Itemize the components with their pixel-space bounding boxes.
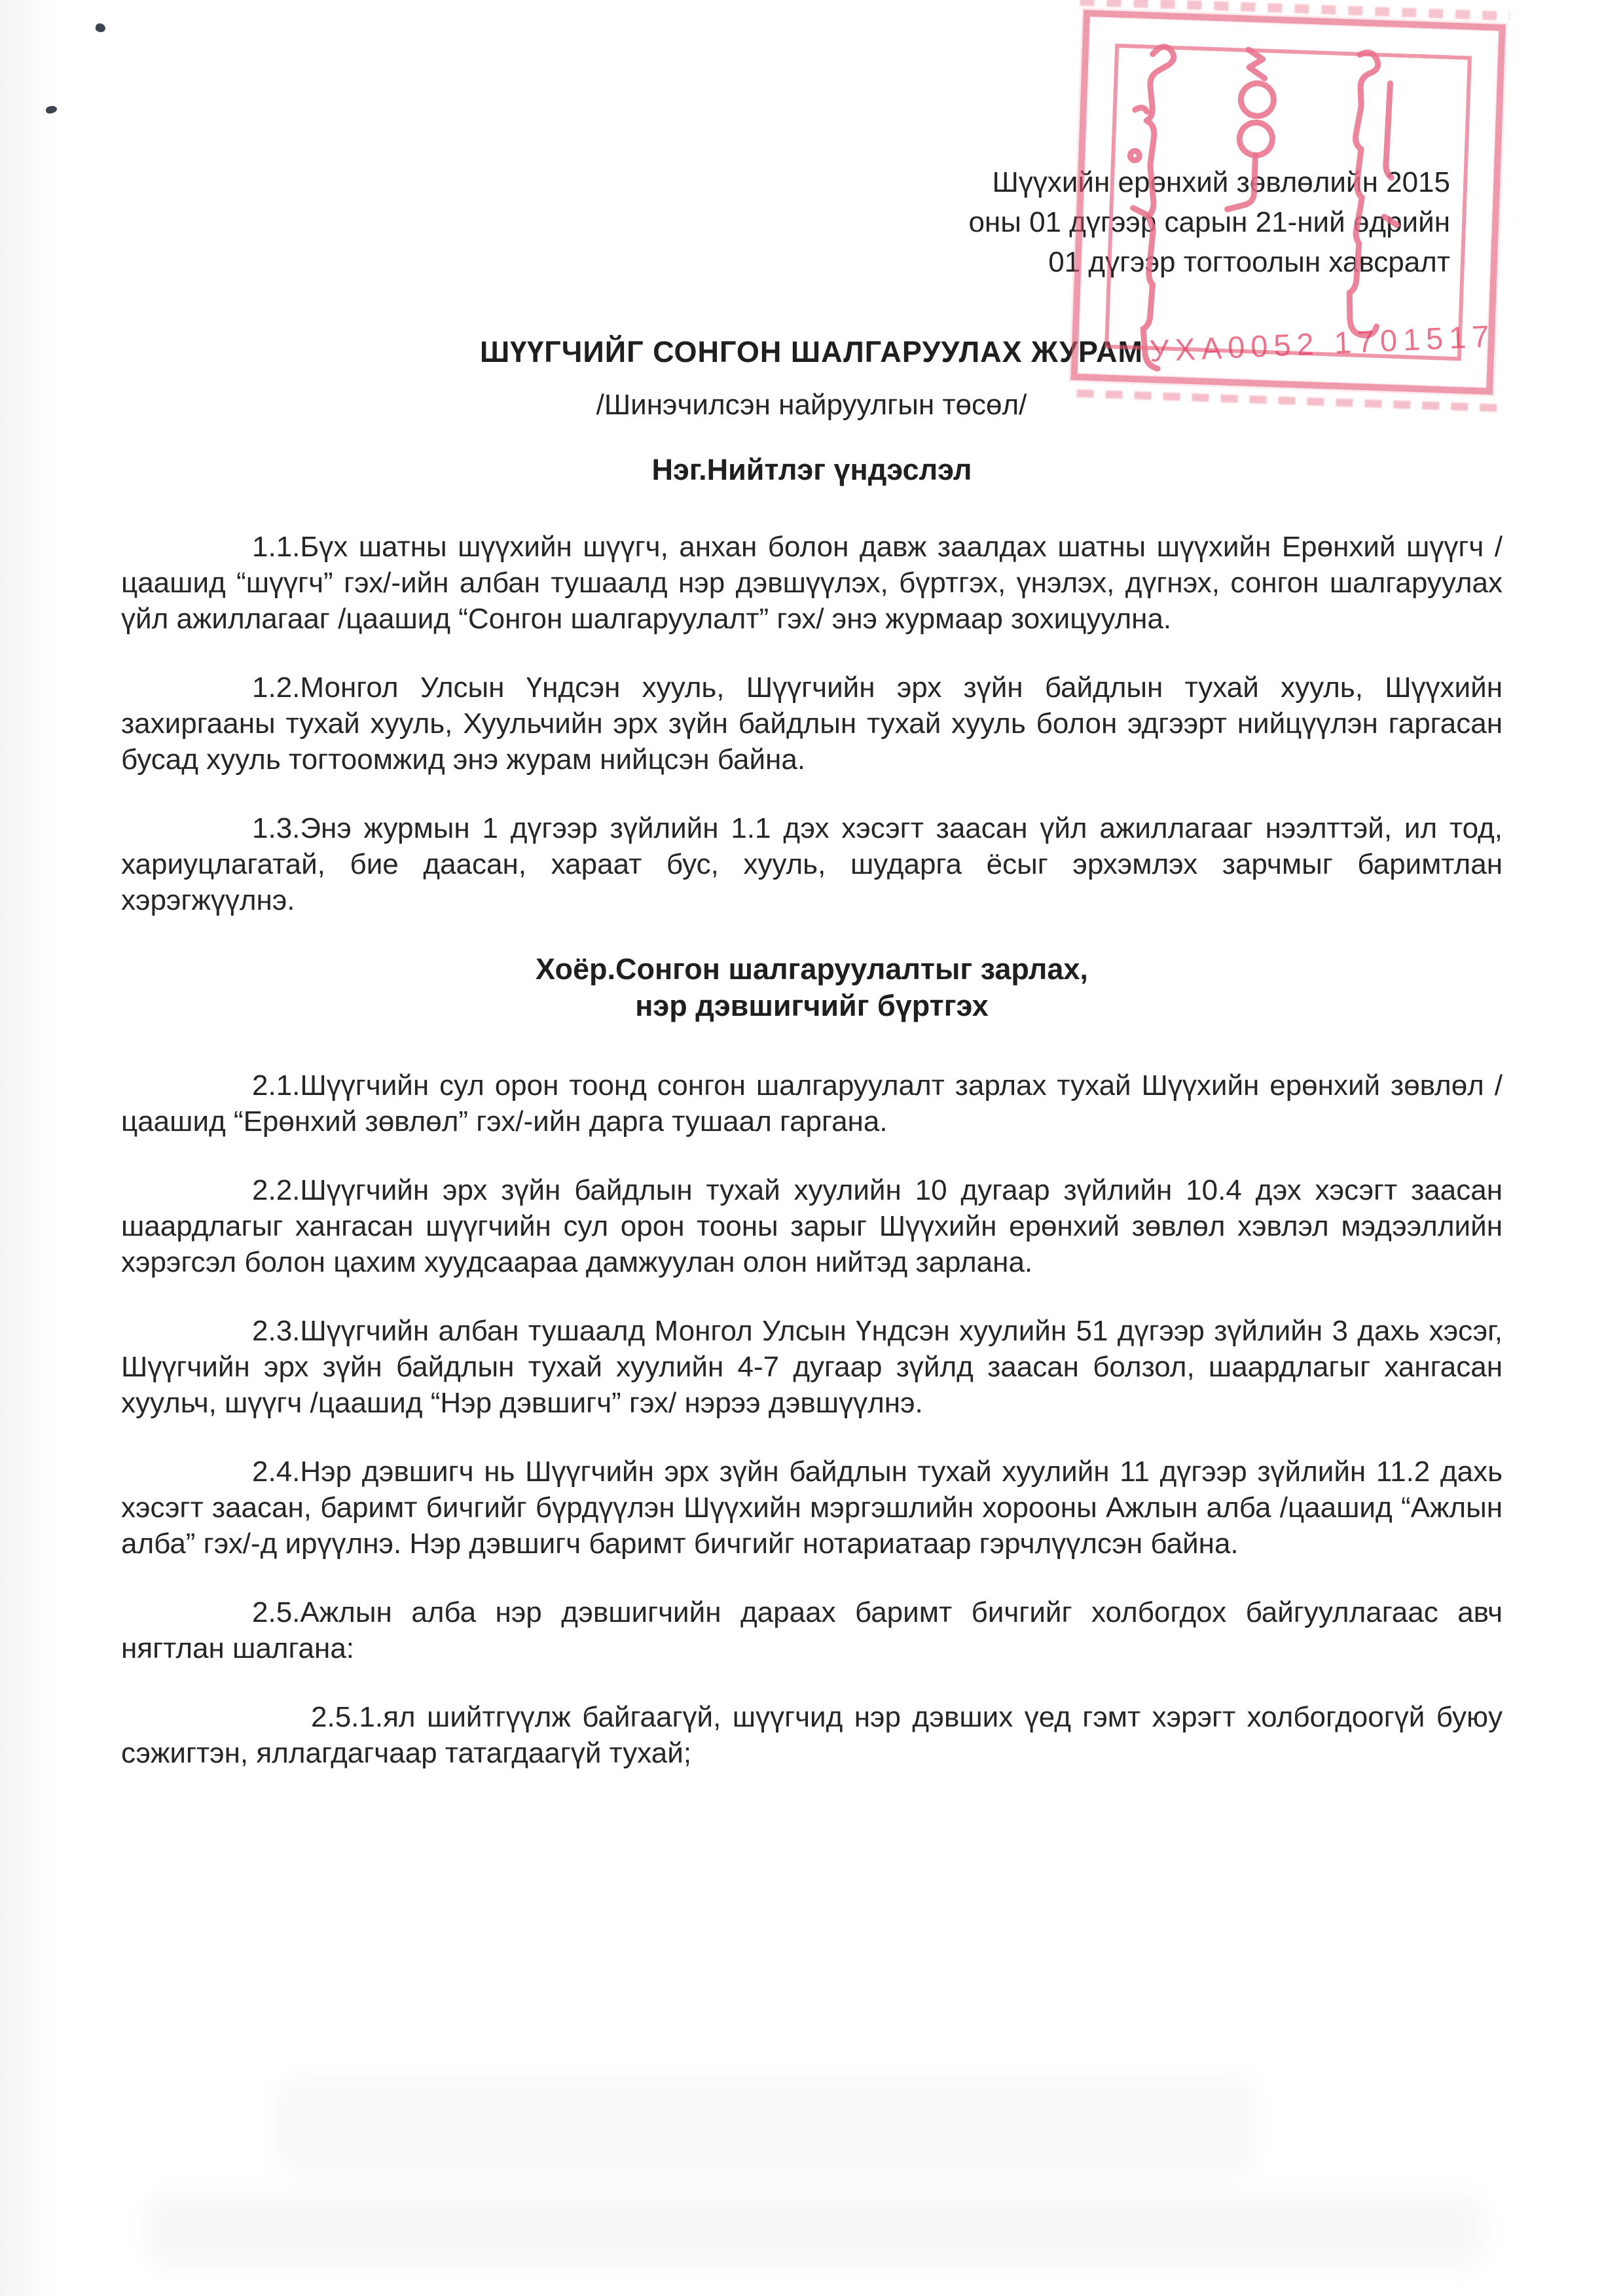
paragraph-2-4: 2.4.Нэр дэвшигч нь Шүүгчийн эрх зүйн байдлын тухай хуулийн 11 дүгээр зүйлийн 11.2 дахь хэсэгт заасан, баримт бичгийг бүрдүүлэн Шүүхийн мэргэшлийн хорооны Ажлын алба /цаашид “Ажлын алба” гэх/-д ирүүлнэ. Нэр дэвшигч баримт бичгийг нотариатаар гэрчлүүлсэн байна.	[121, 1456, 1503, 1560]
document-body	[121, 452, 1503, 1804]
paragraph-1-1: 1.1.Бүх шатны шүүхийн шүүгч, анхан болон давж заалдах шатны шүүхийн Ерөнхий шүүгч /цаашид “шүүгч” гэх/-ийн албан тушаалд нэр дэвшүүлэх, бүртгэх, үнэлэх, дүгнэх, сонгон шалгаруулах үйл ажиллагааг /цаашид “Сонгон шалгаруулалт” гэх/ энэ журмаар зохицуулна.	[121, 531, 1503, 635]
section-heading-1	[121, 452, 1503, 488]
paragraph-1-3: 1.3.Энэ журмын 1 дүгээр зүйлийн 1.1 дэх хэсэгт заасан үйл ажиллагааг нээлттэй, ил тод, хариуцлагатай, бие даасан, хараат бус, хууль, шударга ёсыг эрхэмлэх зарчмыг баримтлан хэрэгжүүлнэ.	[121, 812, 1503, 916]
document-subtitle: /Шинэчилсэн найруулгын төсөл/	[596, 389, 1027, 421]
paragraph-2-3: 2.3.Шүүгчийн албан тушаалд Монгол Улсын Үндсэн хуулийн 51 дүгээр зүйлийн 3 дахь хэсэг, Шүүгчийн эрх зүйн байдлын тухай хуулийн 4-7 дугаар зүйлд заасан болзол, шаардлагыг хангасан хуульч, шүүгч /цаашид “Нэр дэвшигч” гэх/ нэрээ дэвшүүлнэ.	[121, 1315, 1503, 1419]
paragraph-1-2: 1.2.Монгол Улсын Үндсэн хууль, Шүүгчийн эрх зүйн байдлын тухай хууль, Шүүхийн захиргааны тухай хууль, Хуульчийн эрх зүйн байдлын тухай хууль болон эдгээрт нийцүүлэн гаргасан бусад хууль тогтоомжид энэ журам нийцсэн байна.	[121, 672, 1503, 776]
section-heading-line: нэр дэвшигчийг бүртгэх	[635, 989, 989, 1022]
paragraph-2-2: 2.2.Шүүгчийн эрх зүйн байдлын тухай хуулийн 10 дугаар зүйлийн 10.4 дэх хэсэгт заасан шаардлагыг хангасан шүүгчийн сул орон тооны зарыг Шүүхийн ерөнхий зөвлөл хэвлэл мэдээллийн хэрэгсэл болон цахим хуудсаараа дамжуулан олон нийтэд зарлана.	[121, 1174, 1503, 1278]
paragraph-2-5-1: 2.5.1.ял шийтгүүлж байгаагүй, шүүгчид нэр дэвших үед гэмт хэрэгт холбогдоогүй буюу сэжигтэн, яллагдагчаар татагдаагүй тухай;	[121, 1701, 1503, 1769]
paragraph-2-1: 2.1.Шүүгчийн сул орон тоонд сонгон шалгаруулалт зарлах тухай Шүүхийн ерөнхий зөвлөл /цаашид “Ерөнхий зөвлөл” гэх/-ийн дарга тушаал гаргана.	[121, 1069, 1503, 1138]
header-note-line: Шүүхийн ерөнхий зөвлөлийн 2015	[992, 166, 1450, 198]
header-note-line: оны 01 дүгээр сарын 21-ний өдрийн	[968, 206, 1450, 238]
scan-smudge	[275, 2073, 1257, 2178]
paragraph-2-5: 2.5.Ажлын алба нэр дэвшигчийн дараах баримт бичгийг холбогдох байгууллагаас авч нягтлан шалгана:	[121, 1596, 1503, 1664]
scan-speck	[95, 22, 107, 33]
stamp-ink-noise	[1080, 0, 1510, 21]
section-heading-2	[121, 951, 1503, 1024]
stamp-serial: УХА0052 1701517	[1148, 318, 1496, 368]
section-heading-line: Хоёр.Сонгон шалгаруулалтыг зарлах,	[536, 952, 1088, 986]
section-heading-line: Нэг.Нийтлэг үндэслэл	[651, 453, 972, 486]
document-title: ШҮҮГЧИЙГ СОНГОН ШАЛГАРУУЛАХ ЖУРАМ	[479, 335, 1144, 368]
scan-smudge	[144, 2191, 1486, 2270]
header-note	[968, 162, 1450, 282]
header-note-line: 01 дүгээр тогтоолын хавсралт	[1048, 246, 1450, 278]
